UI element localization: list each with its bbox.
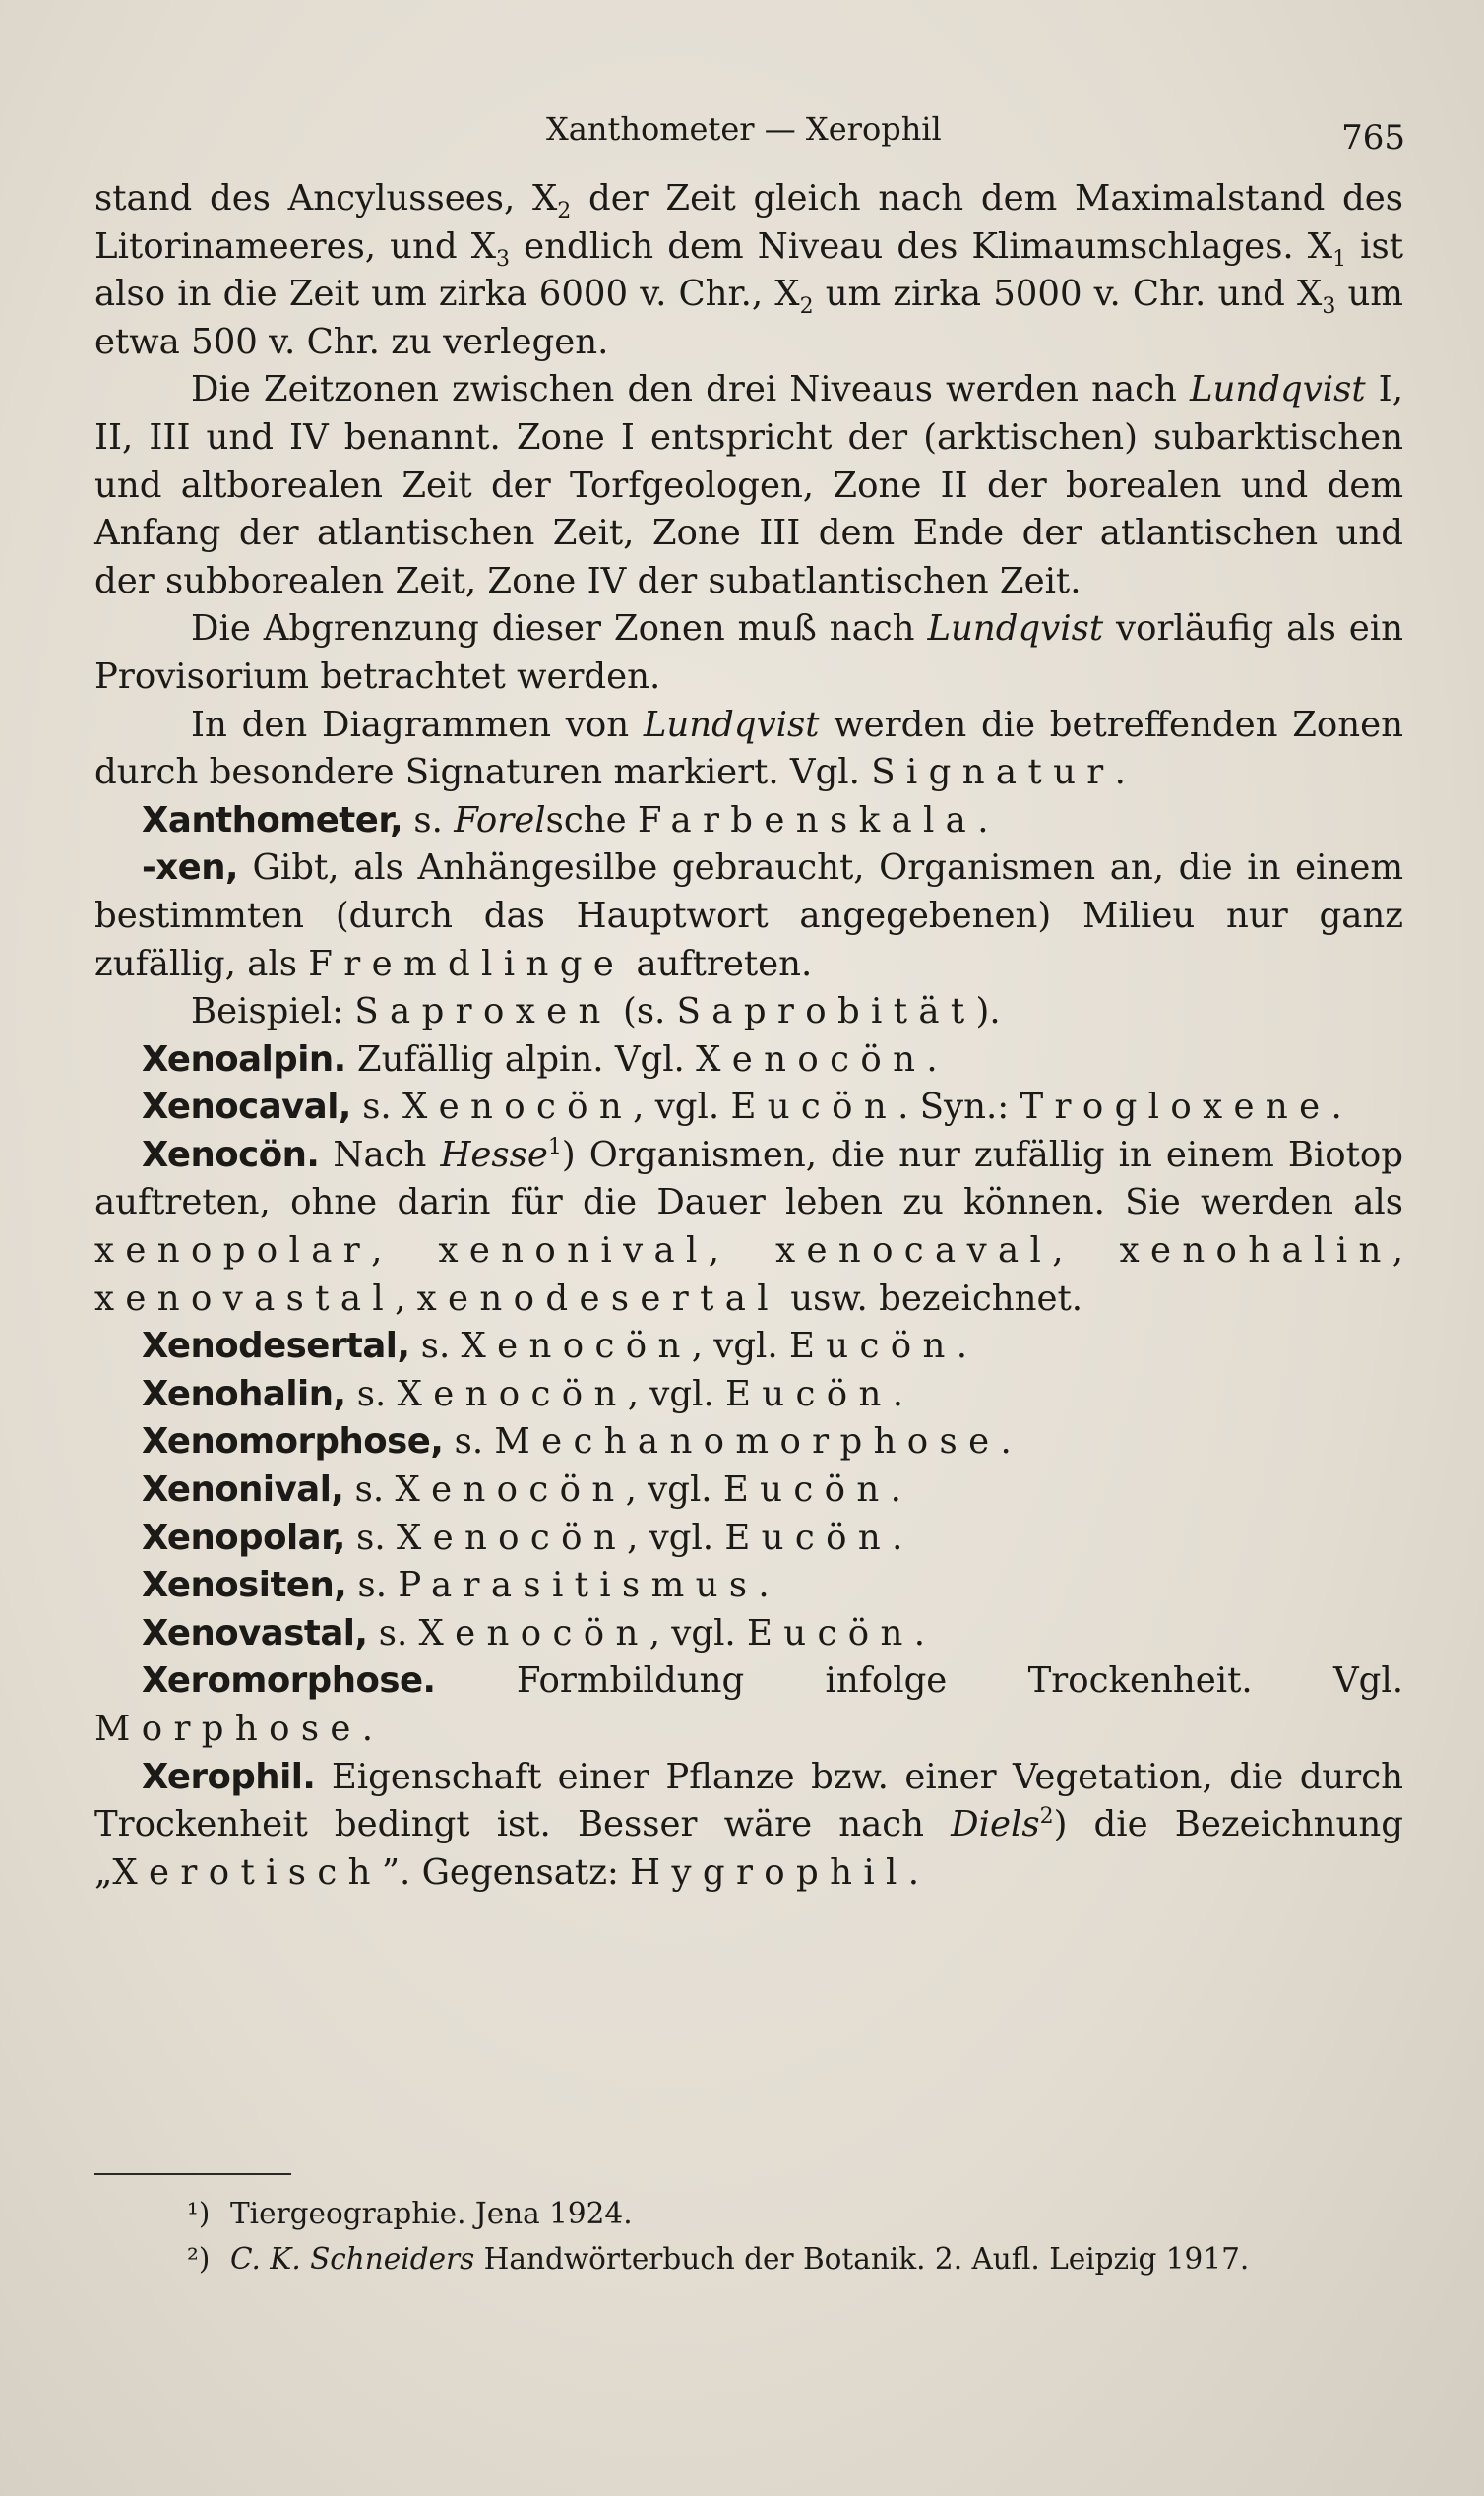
running-head: Xanthometer — Xerophil bbox=[546, 110, 942, 148]
page-number: 765 bbox=[1341, 118, 1405, 157]
entry-headword: Xenocaval, bbox=[142, 1087, 351, 1128]
entry-xenodesertal: Xenodesertal, s. Xenocön, vgl. Eucön. bbox=[142, 1326, 967, 1367]
paragraph-continuation: stand des Ancylussees, $X_2$ der Zeit gleich nach dem Maximalstand des Litorinameeres, und $X_3$ endlich dem Niveau des Klimaumschlages. $X_1$ ist also in die Zeit um zirka 6000 v. Chr., $X_2$ um zirka 5000 v. Chr. und $X_3$ um etwa 500 v. Chr. zu verlegen. bbox=[94, 178, 1403, 362]
page-header bbox=[0, 110, 1484, 159]
paragraph-diagramme: In den Diagrammen von Lundqvist werden die betreffenden Zonen durch besondere Signaturen markiert. Vgl. Signatur. bbox=[94, 704, 1403, 793]
entry-xen: -xen, Gibt, als Anhängesilbe gebraucht, Organismen an, die in einem bestimmten (durch das Hauptwort angegebenen) Milieu nur ganz zufällig, als Fremdlinge auftreten. bbox=[94, 847, 1403, 984]
entry-headword: -xen, bbox=[142, 847, 238, 889]
footnote-rule bbox=[94, 2173, 291, 2175]
entry-headword: Xenodesertal, bbox=[142, 1326, 410, 1367]
entry-xeromorphose: Xeromorphose. Formbildung infolge Trockenheit. Vgl. Morphose. bbox=[94, 1660, 1403, 1749]
entry-xenocoen: Xenocön. Nach Hesse$^1$) Organismen, die nur zufällig in einem Biotop auftreten, ohne darin für die Dauer leben zu können. Sie werden als xenopolar, xenonival, xenocaval, xenohalin, xenovastal, xenodesertal usw. bezeichnet. bbox=[94, 1134, 1403, 1319]
page-body bbox=[94, 175, 1403, 1897]
entry-xenoalpin: Xenoalpin. Zufällig alpin. Vgl. Xenocön. bbox=[142, 1038, 938, 1080]
footnote-2: ²) C. K. Schneiders Handwörterbuch der Botanik. 2. Aufl. Leipzig 1917. bbox=[187, 2236, 1417, 2281]
entry-headword: Xenoalpin. bbox=[142, 1038, 346, 1080]
entry-xerophil: Xerophil. Eigenschaft einer Pflanze bzw. einer Vegetation, die durch Trockenheit bedingt ist. Besser wäre nach Diels$^2$) die Bezeichnung „Xerotisch”. Gegensatz: Hygrophil. bbox=[94, 1756, 1403, 1893]
entry-xenomorphose: Xenomorphose, s. Mechanomorphose. bbox=[142, 1421, 1012, 1463]
entry-xenocaval: Xenocaval, s. Xenocön, vgl. Eucön. Syn.: Trogloxene. bbox=[142, 1087, 1342, 1128]
entry-headword: Xenovastal, bbox=[142, 1612, 368, 1654]
entry-xenopolar: Xenopolar, s. Xenocön, vgl. Eucön. bbox=[142, 1517, 903, 1558]
entry-xenovastal: Xenovastal, s. Xenocön, vgl. Eucön. bbox=[142, 1612, 925, 1654]
footnotes bbox=[187, 2191, 1417, 2281]
footnote-marker: ²) bbox=[187, 2242, 211, 2276]
entry-xenohalin: Xenohalin, s. Xenocön, vgl. Eucön. bbox=[142, 1373, 904, 1414]
paragraph-zeitzonen: Die Zeitzonen zwischen den drei Niveaus werden nach Lundqvist I, II, III und IV benannt. Zone I entspricht der (arktischen) subarktischen und altborealen Zeit der Torfgeologen, Zone II der borealen und dem Anfang der atlantischen Zeit, Zone III dem Ende der atlantischen und der subborealen Zeit, Zone IV der subatlantischen Zeit. bbox=[94, 369, 1403, 601]
entry-headword: Xeromorphose. bbox=[142, 1660, 436, 1702]
entry-headword: Xenonival, bbox=[142, 1469, 344, 1511]
entry-xenositen: Xenositen, s. Parasitismus. bbox=[142, 1565, 770, 1606]
paragraph-abgrenzung: Die Abgrenzung dieser Zonen muß nach Lundqvist vorläufig als ein Provisorium betrachtet werden. bbox=[94, 608, 1403, 697]
entry-headword: Xerophil. bbox=[142, 1756, 316, 1797]
entry-headword: Xanthometer, bbox=[142, 799, 403, 841]
entry-headword: Xenocön. bbox=[142, 1134, 320, 1175]
entry-xanthometer: Xanthometer, s. Forelsche Farbenskala. bbox=[142, 799, 989, 841]
entry-example: Beispiel: Saproxen (s. Saprobität). bbox=[191, 991, 1001, 1032]
footnote-1: ¹) Tiergeographie. Jena 1924. bbox=[187, 2191, 1417, 2236]
entry-headword: Xenomorphose, bbox=[142, 1421, 444, 1463]
footnote-ref-2: 2 bbox=[1039, 1804, 1054, 1830]
entry-headword: Xenositen, bbox=[142, 1565, 347, 1606]
entry-headword: Xenopolar, bbox=[142, 1517, 345, 1558]
footnote-marker: ¹) bbox=[187, 2197, 211, 2230]
entry-headword: Xenohalin, bbox=[142, 1373, 346, 1414]
entry-xenonival: Xenonival, s. Xenocön, vgl. Eucön. bbox=[142, 1469, 901, 1511]
footnote-ref-1: 1 bbox=[547, 1135, 562, 1160]
